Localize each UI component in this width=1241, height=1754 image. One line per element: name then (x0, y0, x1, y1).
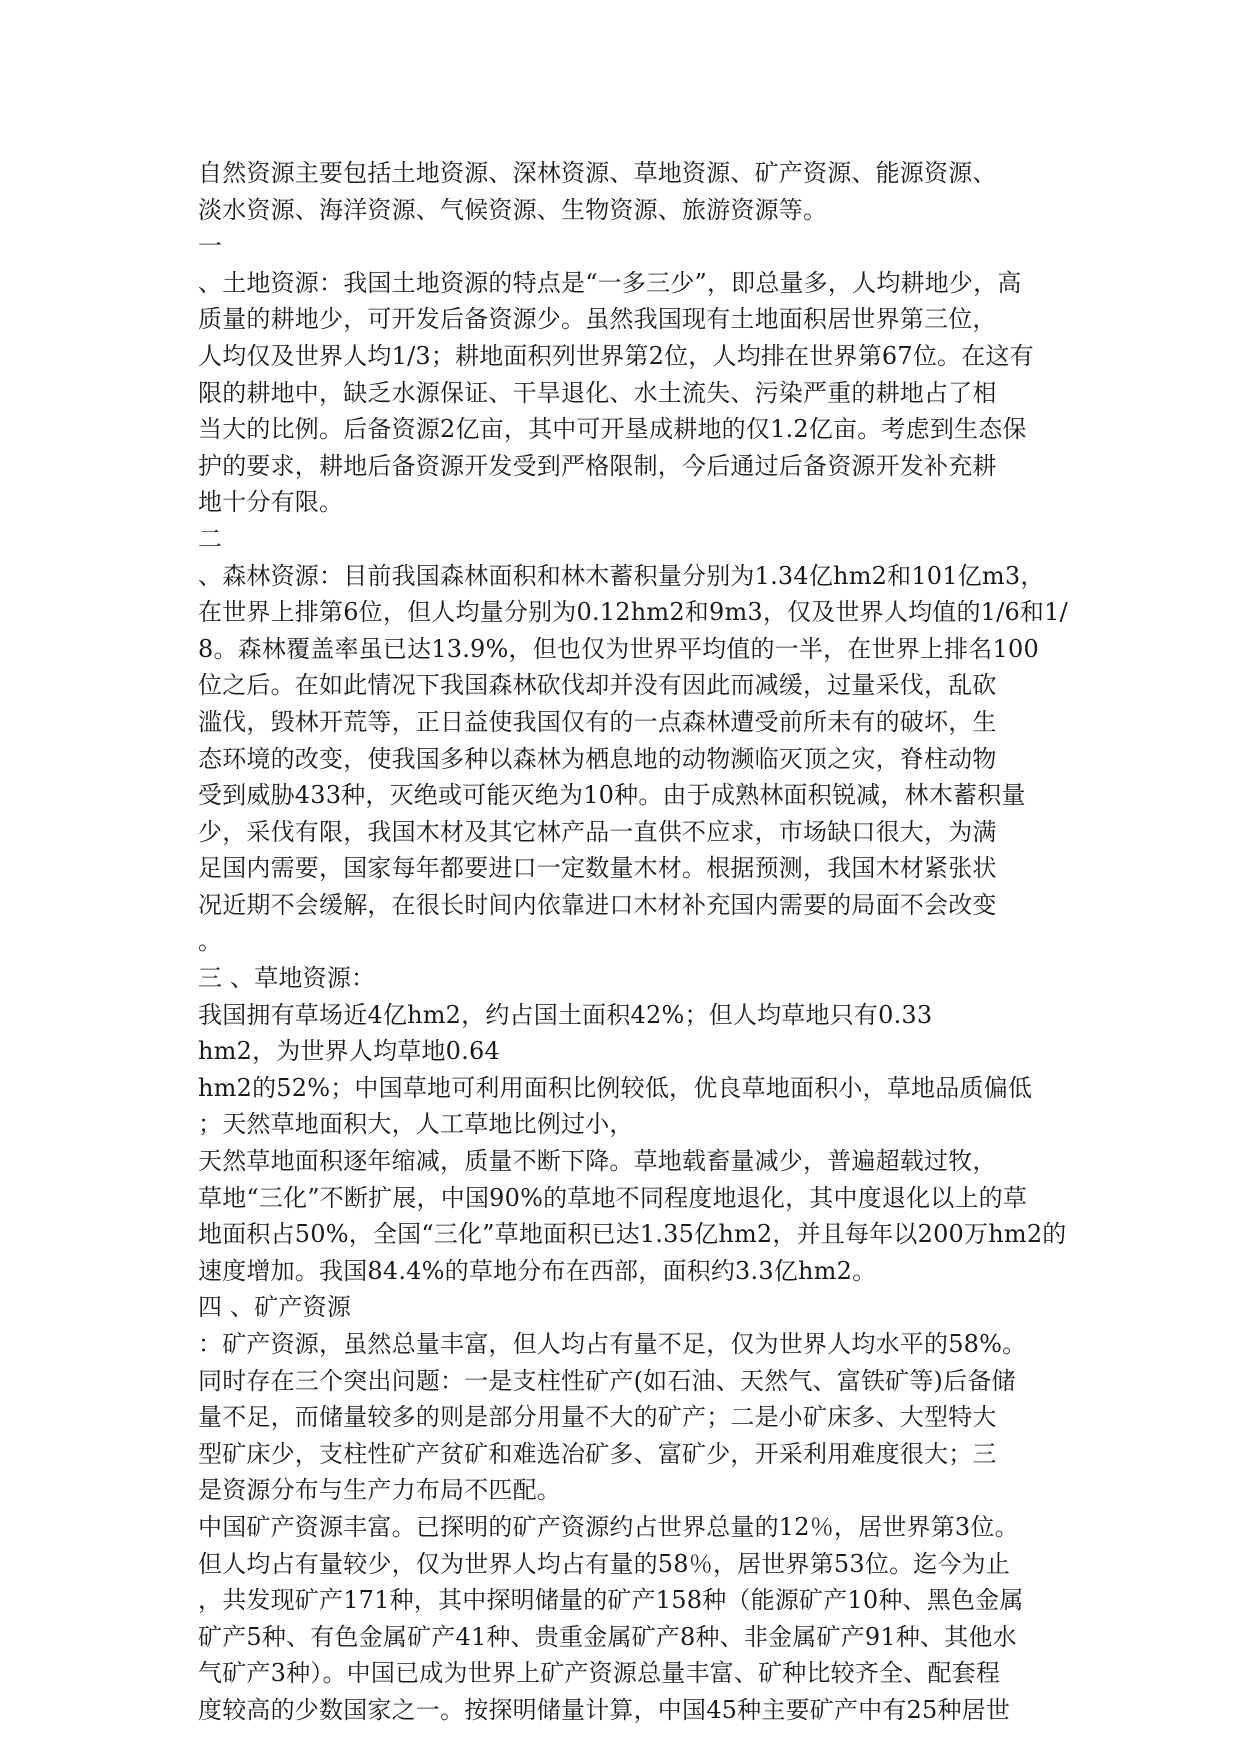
text-line: 我国拥有草场近4亿hm2，约占国土面积42%；但人均草地只有0.33 (198, 1000, 933, 1029)
text-line: 、土地资源：我国土地资源的特点是“一多三少”，即总量多，人均耕地少，高 (198, 268, 1022, 297)
document-body (198, 155, 1068, 1729)
section-number: 一 (198, 232, 223, 261)
text-line: 在世界上排第6位，但人均量分别为0.12hm2和9m3，仅及世界人均值的1/6和1/ (198, 598, 1068, 627)
text-line: 少，采伐有限，我国木材及其它林产品一直供不应求，市场缺口很大，为满 (198, 817, 997, 846)
text-line: 限的耕地中，缺乏水源保证、干旱退化、水土流失、污染严重的耕地占了相 (198, 378, 997, 407)
text-line: 态环境的改变，使我国多种以森林为栖息地的动物濒临灭顶之灾，脊柱动物 (198, 744, 997, 773)
text-line: 护的要求，耕地后备资源开发受到严格限制，今后通过后备资源开发补充耕 (198, 451, 997, 480)
text-line: 气矿产3种）。中国已成为世界上矿产资源总量丰富、矿种比较齐全、配套程 (198, 1659, 1001, 1688)
text-line: 草地“三化”不断扩展，中国90%的草地不同程度地退化，其中度退化以上的草 (198, 1183, 1028, 1212)
text-line: ：矿产资源，虽然总量丰富，但人均占有量不足，仅为世界人均水平的58%。 (198, 1330, 1027, 1358)
text-line: ，共发现矿产171种，其中探明储量的矿产158种（能源矿产10种、黑色金属 (198, 1586, 1024, 1615)
text-line: 地十分有限。 (198, 488, 344, 517)
text-line: 、森林资源：目前我国森林面积和林木蓄积量分别为1.34亿hm2和101亿m3， (198, 561, 1045, 590)
text-line: 人均仅及世界人均1/3；耕地面积列世界第2位，人均排在世界第67位。在这有 (198, 341, 1034, 370)
text-line: hm2的52%；中国草地可利用面积比例较低，优良草地面积小，草地品质偏低 (198, 1073, 1033, 1102)
section-heading: 三 、草地资源： (198, 964, 376, 993)
text-line: 受到威胁433种，灭绝或可能灭绝为10种。由于成熟林面积锐减，林木蓄积量 (198, 781, 1026, 810)
text-line: 位之后。在如此情况下我国森林砍伐却并没有因此而减缓，过量采伐，乱砍 (198, 671, 997, 700)
text-line: 矿产5种、有色金属矿产41种、贵重金属矿产8种、非金属矿产91种、其他水 (198, 1622, 1017, 1651)
text-line: 天然草地面积逐年缩减，质量不断下降。草地载畜量减少，普遍超载过牧， (198, 1147, 997, 1176)
text-line: 同时存在三个突出问题：一是支柱性矿产(如石油、天然气、富铁矿等)后备储 (198, 1366, 1016, 1395)
text-line: 足国内需要，国家每年都要进口一定数量木材。根据预测，我国木材紧张状 (198, 854, 997, 883)
text-line: 中国矿产资源丰富。已探明的矿产资源约占世界总量的12％，居世界第3位。 (198, 1512, 1019, 1541)
text-line: 度较高的少数国家之一。按探明储量计算，中国45种主要矿产中有25种居世 (198, 1695, 1011, 1724)
text-line: 质量的耕地少，可开发后备资源少。虽然我国现有土地面积居世界第三位， (198, 305, 997, 334)
text-line: 当大的比例。后备资源2亿亩，其中可开垦成耕地的仅1.2亿亩。考虑到生态保 (198, 415, 1027, 444)
text-line: ；天然草地面积大，人工草地比例过小， (198, 1110, 634, 1139)
text-line: 8。森林覆盖率虽已达13.9%，但也仅为世界平均值的一半，在世界上排名100 (198, 634, 1039, 663)
text-line: 。 (198, 927, 223, 956)
text-line: 型矿床少，支柱性矿产贫矿和难选冶矿多、富矿少，开采利用难度很大；三 (198, 1439, 997, 1468)
text-line: 淡水资源、海洋资源、气候资源、生物资源、旅游资源等。 (198, 195, 828, 224)
section-heading: 四 、矿产资源 (198, 1293, 352, 1322)
text-line: 地面积占50%，全国“三化”草地面积已达1.35亿hm2，并且每年以200万hm2的 (198, 1220, 1067, 1249)
text-line: 速度增加。我国84.4%的草地分布在西部，面积约3.3亿hm2。 (198, 1256, 877, 1285)
text-line: 滥伐，毁林开荒等，正日益使我国仅有的一点森林遭受前所未有的破坏，生 (198, 707, 997, 736)
text-line: 是资源分布与生产力布局不匹配。 (198, 1476, 561, 1505)
text-line: 自然资源主要包括土地资源、深林资源、草地资源、矿产资源、能源资源、 (198, 159, 997, 187)
text-line: 但人均占有量较少，仅为世界人均占有量的58％，居世界第53位。迄今为止 (198, 1549, 1011, 1578)
text-line: hm2，为世界人均草地0.64 (198, 1037, 500, 1066)
text-line: 量不足，而储量较多的则是部分用量不大的矿产；二是小矿床多、大型特大 (198, 1403, 997, 1432)
section-number: 二 (198, 524, 223, 553)
text-line: 况近期不会缓解，在很长时间内依靠进口木材补充国内需要的局面不会改变 (198, 890, 997, 919)
